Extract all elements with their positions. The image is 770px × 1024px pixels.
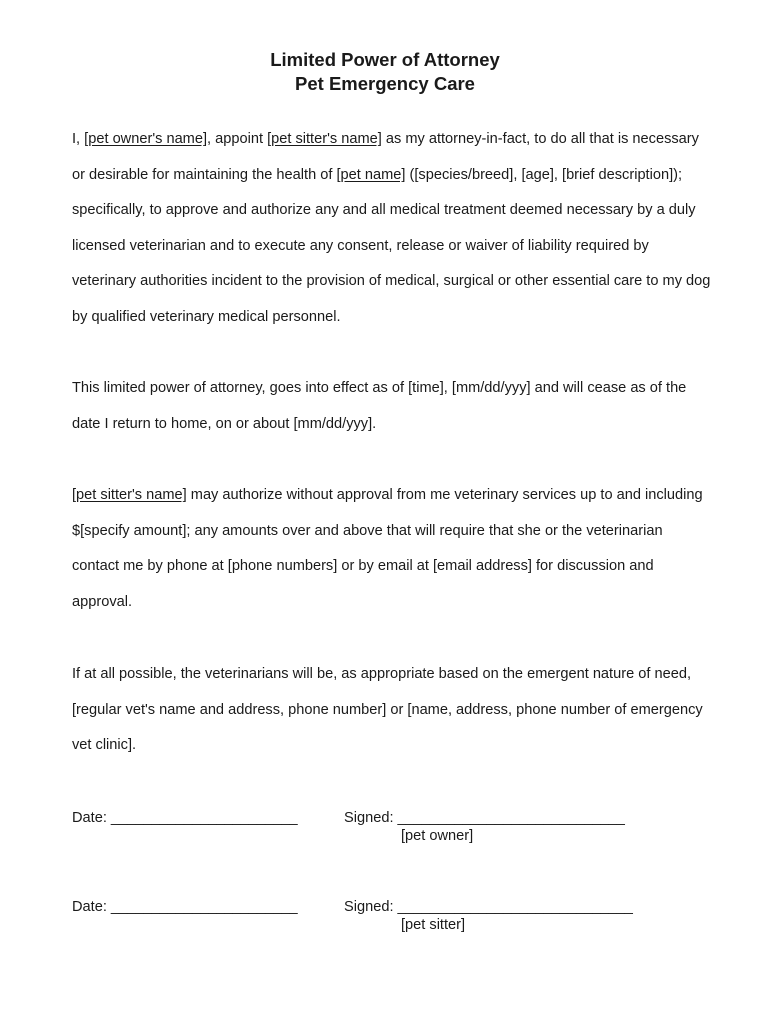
document-title (0, 48, 770, 96)
signature-line: Signed: ____________________________ (344, 810, 625, 826)
signer-role: [pet owner] (401, 828, 474, 844)
p3-text-1: may authorize without approval from me veterinary services up to and including $[specify amount]; any amounts over and above that will require that she or the veterinarian contact me by phone at [phone numbers] or by email at [email address] for discussion and approval. (72, 487, 703, 610)
signature-line: Signed: _____________________________ (344, 899, 633, 915)
p1-text-1: I, (72, 131, 85, 147)
paragraph-authorization-limit (72, 478, 712, 620)
pet-owner-name-placeholder: [pet owner's name] (84, 131, 208, 147)
title-line-2: Pet Emergency Care (295, 73, 475, 94)
p1-text-2: , appoint (207, 131, 268, 147)
pet-sitter-name-placeholder: [pet sitter's name] (72, 487, 187, 503)
pet-name-placeholder: [pet name] (336, 166, 406, 183)
signer-role: [pet sitter] (401, 917, 466, 933)
p1-text-3: as my attorney-in-fact, to do all that is necessary or desirable for maintaining the health of (72, 131, 699, 183)
title-line-1: Limited Power of Attorney (270, 49, 500, 70)
paragraph-veterinarians: If at all possible, the veterinarians will be, as appropriate based on the emergent nature of need, [regular vet's name and address, phone number] or [name, address, phone number of emergency vet clinic]. (72, 666, 703, 754)
p1-text-4: ([species/breed], [age], [brief description]); specifically, to approve and authorize any and all medical treatment deemed necessary by a duly licensed veterinarian and to execute any consent, release or waiver of liability required by veterinary authorities incident to the provision of medical, surgical or other essential care to my dog by qualified veterinary medical personnel. (72, 166, 711, 325)
paragraph-effective-dates: This limited power of attorney, goes into effect as of [time], [mm/dd/yyy] and will cease as of the date I return to home, on or about [mm/dd/yyy]. (72, 380, 687, 432)
date-line: Date: _______________________ (72, 899, 298, 915)
paragraph-appointment (72, 122, 712, 336)
pet-sitter-name-placeholder: [pet sitter's name] (267, 131, 382, 147)
date-line: Date: _______________________ (72, 810, 298, 826)
